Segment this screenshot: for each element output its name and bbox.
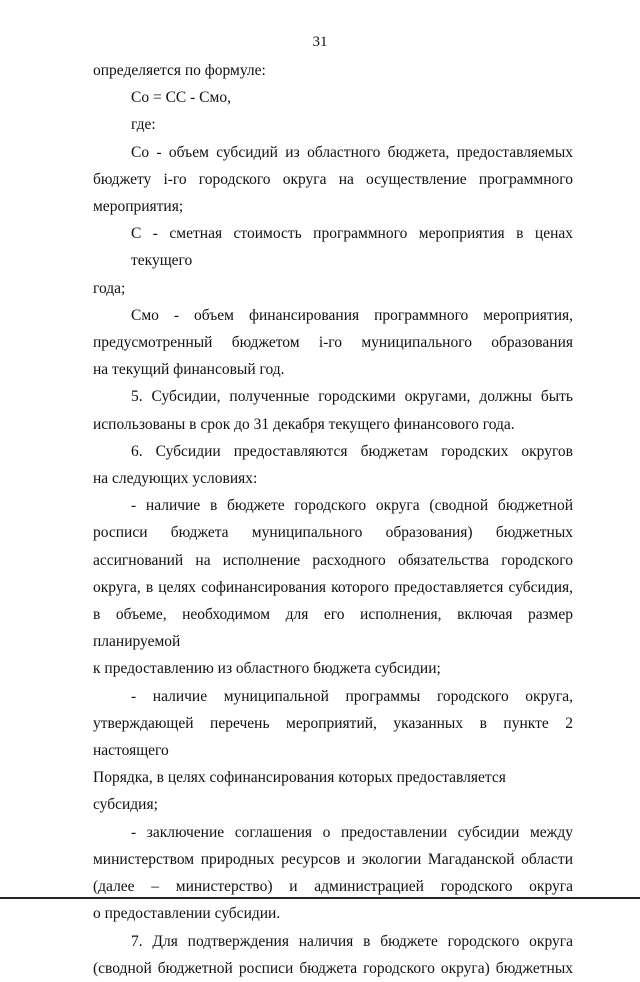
document-line: года; [93,279,126,297]
document-line: 7. Для подтверждения наличия в бюджете городского округа [131,932,573,950]
document-line: округа, в целях софинансирования которого предоставляется субсидия, [93,578,573,596]
document-line: росписи бюджета муниципального образования) бюджетных [93,524,573,542]
document-line: использованы в срок до 31 декабря текущего финансового года. [93,415,515,433]
page-bottom-rule [0,897,640,899]
document-line: - наличие в бюджете городского округа (сводной бюджетной [131,497,573,515]
document-line: Порядка, в целях софинансирования которых предоставляется субсидия; [93,769,506,814]
document-line: министерством природных ресурсов и экологии Магаданской области [93,850,573,868]
document-body [93,57,573,982]
document-line: к предоставлению из областного бюджета субсидии; [93,660,441,678]
document-line: (сводной бюджетной росписи бюджета городского округа) бюджетных [93,959,573,977]
document-line: - заключение соглашения о предоставлении субсидии между [131,823,573,841]
document-line: утверждающей перечень мероприятий, указанных в пункте 2 настоящего [93,714,573,760]
document-line: Со - объем субсидий из областного бюджета, предоставляемых [131,143,573,161]
document-line: (далее – министерство) и администрацией городского округа [93,878,573,896]
document-line: на следующих условиях: [93,470,258,488]
document-line: С - сметная стоимость программного мероприятия в ценах текущего [131,225,573,270]
document-line: мероприятия; [93,198,184,216]
document-line: на текущий финансовый год. [93,361,285,379]
document-line: ассигнований на исполнение расходного обязательства городского [93,551,573,569]
document-line: в объеме, необходимом для его исполнения, включая размер планируемой [93,606,573,651]
document-line: о предоставлении субсидии. [93,905,281,923]
document-line: бюджету i-го городского округа на осуществление программного [93,170,573,188]
document-line: 5. Субсидии, полученные городскими округами, должны быть [131,388,573,406]
document-line: 6. Субсидии предоставляются бюджетам городских округов [131,442,573,460]
document-line: предусмотренный бюджетом i-го муниципального образования [93,334,573,352]
page-number: 31 [312,34,328,50]
document-line: Смо - объем финансирования программного мероприятия, [131,306,573,324]
document-line: Со = СС - Смо, [131,89,231,107]
document-line: определяется по формуле: [93,62,266,79]
document-line: - наличие муниципальной программы городского округа, [131,687,573,705]
document-line: где: [131,116,156,134]
